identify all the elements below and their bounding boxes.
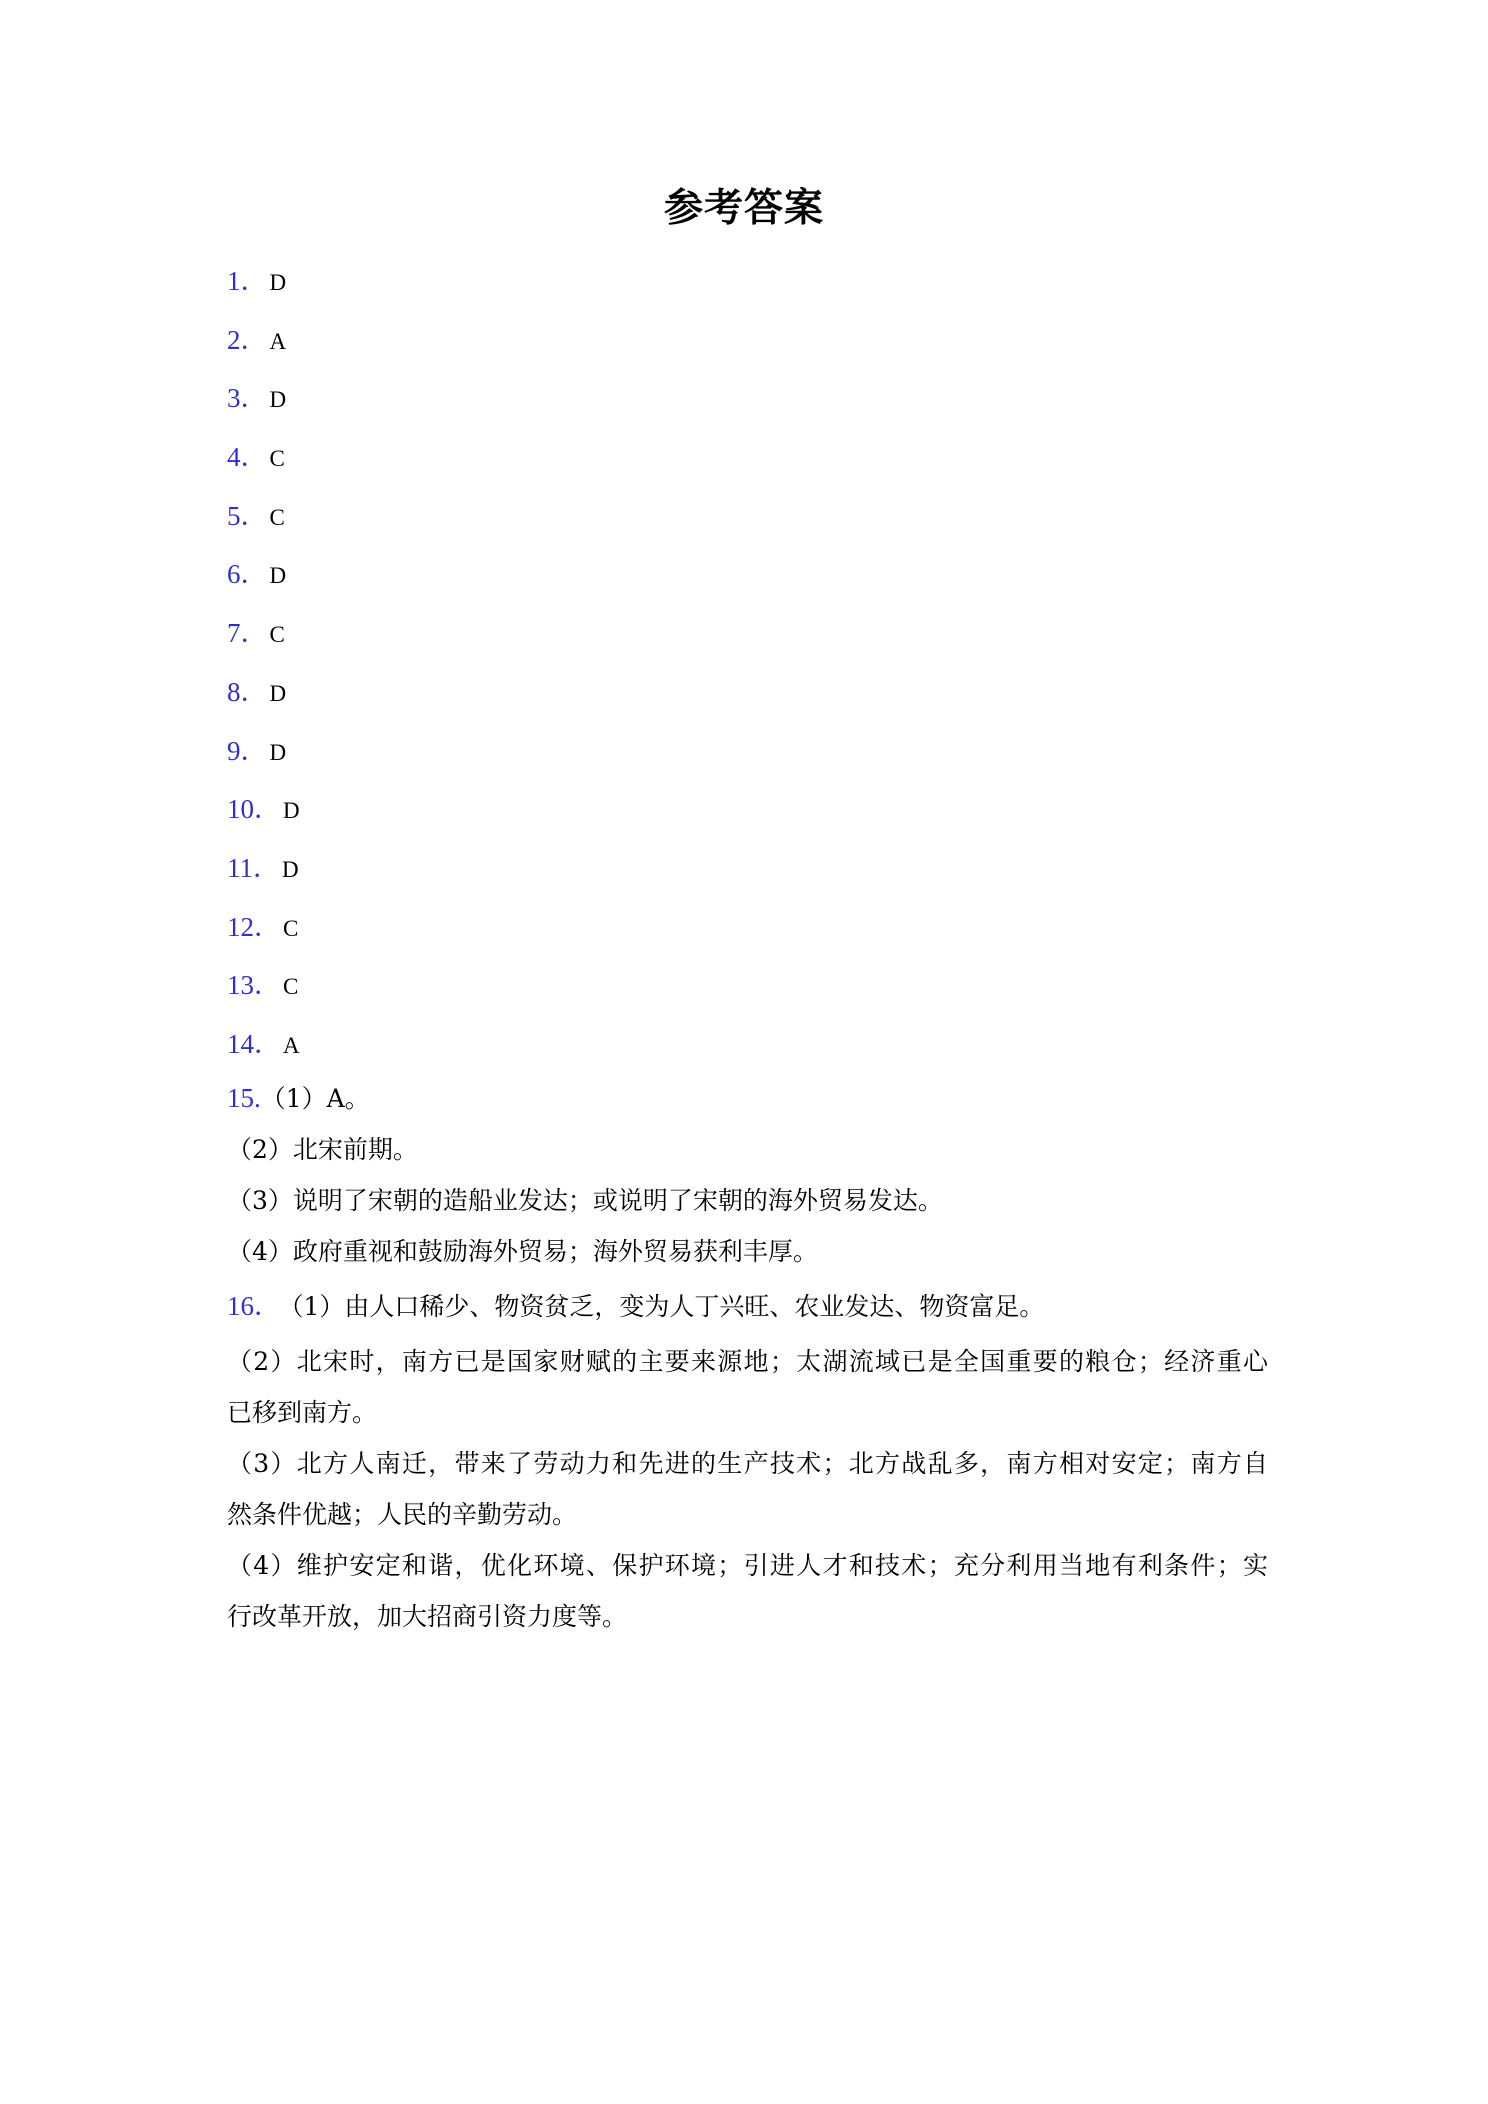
answer-item: [227, 663, 300, 722]
answer-letter: D: [282, 856, 299, 882]
choice-answer-list: [227, 252, 300, 1074]
answer-text: （2）北宋前期。: [227, 1135, 418, 1164]
answer-letter: C: [283, 974, 299, 1000]
answer-text: （2）北宋时，南方已是国家财赋的主要来源地；太湖流域已是全国重要的粮仓；经济重心: [227, 1347, 1268, 1376]
question-number: 5．: [227, 500, 268, 531]
answer-part: [227, 1438, 1268, 1540]
question-number: 14．: [227, 1028, 281, 1059]
answer-text: （1）A。: [260, 1084, 370, 1113]
answer-text: （4）政府重视和鼓励海外贸易；海外贸易获利丰厚。: [227, 1237, 818, 1266]
answer-letter: A: [269, 328, 287, 354]
question-number: 13．: [227, 970, 281, 1001]
question-16-answer: [227, 1281, 1268, 1642]
answer-letter: D: [269, 739, 287, 765]
answer-letter: D: [269, 680, 287, 706]
question-number: 9．: [227, 735, 268, 766]
answer-item: [227, 487, 300, 546]
answer-letter: C: [269, 504, 285, 530]
answer-text: 然条件优越；人民的辛勤劳动。: [227, 1500, 578, 1529]
answer-item: [227, 604, 300, 663]
question-number: 8．: [227, 676, 268, 707]
answer-item: [227, 311, 300, 370]
answer-item: [227, 428, 300, 487]
answer-item: [227, 898, 300, 957]
answer-part: [227, 1540, 1268, 1642]
question-number: 15.: [227, 1083, 261, 1113]
answer-letter: D: [269, 387, 287, 413]
answer-text: 行改革开放，加大招商引资力度等。: [227, 1602, 628, 1631]
question-number: 12．: [227, 911, 281, 942]
answer-item: [227, 780, 300, 839]
answer-item: [227, 956, 300, 1015]
question-number: 4．: [227, 442, 268, 473]
question-number: 7．: [227, 618, 268, 649]
answer-text: （4）维护安定和谐，优化环境、保护环境；引进人才和技术；充分利用当地有利条件；实: [227, 1551, 1268, 1580]
answer-text: （1）由人口稀少、物资贫乏，变为人丁兴旺、农业发达、物资富足。: [291, 1292, 1045, 1321]
question-number: 1．: [227, 266, 268, 296]
page-title: 参考答案: [663, 186, 824, 231]
answer-line: [227, 1073, 1268, 1124]
answer-letter: C: [269, 622, 285, 648]
answer-item: [227, 722, 300, 781]
question-number: 6．: [227, 559, 268, 590]
question-number: 11．: [227, 852, 280, 883]
answer-letter: D: [269, 563, 287, 589]
answer-part: [227, 1336, 1268, 1438]
answer-letter: C: [269, 446, 285, 472]
question-number: 16．: [227, 1291, 281, 1321]
answer-letter: D: [283, 798, 300, 824]
answer-item: [227, 369, 300, 428]
answer-text: （3）说明了宋朝的造船业发达；或说明了宋朝的海外贸易发达。: [227, 1186, 943, 1215]
question-number: 2．: [227, 324, 268, 355]
question-number: 3．: [227, 383, 268, 414]
answer-item: [227, 1015, 300, 1074]
answer-letter: C: [283, 915, 299, 941]
answer-text: （3）北方人南迁，带来了劳动力和先进的生产技术；北方战乱多，南方相对安定；南方自: [227, 1449, 1268, 1478]
answer-item: [227, 545, 300, 604]
answer-item: [227, 839, 300, 898]
answer-letter: D: [269, 270, 287, 295]
answer-text: 已移到南方。: [227, 1398, 378, 1427]
answer-letter: A: [283, 1032, 300, 1058]
answer-item: [227, 252, 300, 311]
question-15-answer: [227, 1073, 1268, 1277]
question-number: 10．: [227, 794, 281, 825]
answer-line: [227, 1281, 1268, 1332]
